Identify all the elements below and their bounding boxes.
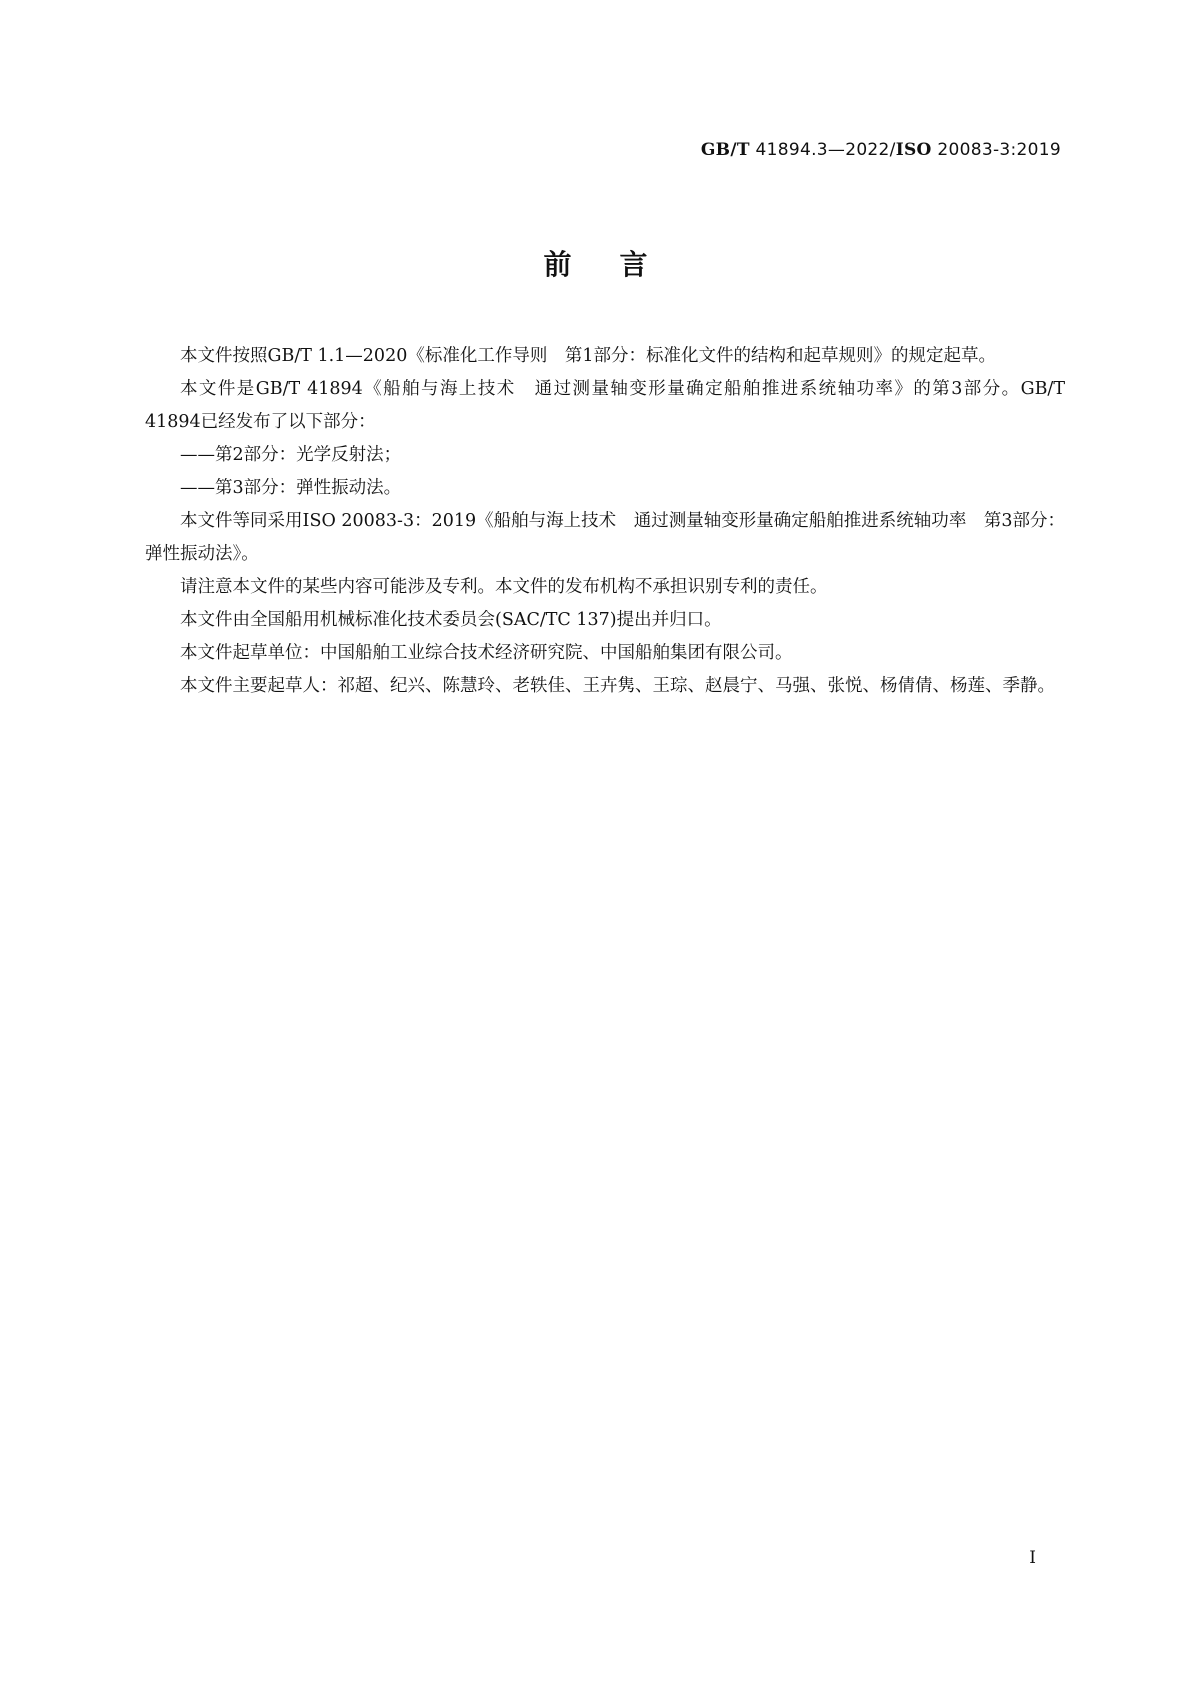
page-number: I [1029,1548,1036,1568]
list-item-part-3: ——第3部分：弹性振动法。 [180,478,402,498]
paragraph-drafters: 本文件主要起草人：祁超、纪兴、陈慧玲、老轶佳、王卉隽、王琮、赵晨宁、马强、张悦、杨倩倩、杨莲、季静。 [180,676,1055,696]
paragraph-iso-adoption: 本文件等同采用ISO 20083-3：2019《船舶与海上技术 通过测量轴变形量确定船舶推进系统轴功率 第3部分：弹性振动法》。 [145,511,1065,564]
paragraph-committee: 本文件由全国船用机械标准化技术委员会(SAC/TC 137)提出并归口。 [180,610,722,630]
paragraph-drafting-rules: 本文件按照GB/T 1.1—2020《标准化工作导则 第1部分：标准化文件的结构和起草规则》的规定起草。 [180,346,996,366]
iso-prefix: ISO [895,140,932,160]
paragraph-drafting-units: 本文件起草单位：中国船舶工业综合技术经济研究院、中国船舶集团有限公司。 [180,643,793,663]
paragraph-series-part: 本文件是GB/T 41894《船舶与海上技术 通过测量轴变形量确定船舶推进系统轴功率》的第3部分。GB/T 41894已经发布了以下部分： [145,379,1065,432]
std-number: 41894.3—2022/ [755,140,896,160]
std-code-prefix: GB/T [700,140,750,160]
list-item-part-2: ——第2部分：光学反射法； [180,445,402,465]
standard-code-header [701,140,1061,160]
foreword-body [145,340,1065,703]
paragraph-patent-notice: 请注意本文件的某些内容可能涉及专利。本文件的发布机构不承担识别专利的责任。 [180,577,828,597]
iso-number: 20083-3:2019 [937,140,1061,160]
page-title: 前言 [543,248,696,281]
